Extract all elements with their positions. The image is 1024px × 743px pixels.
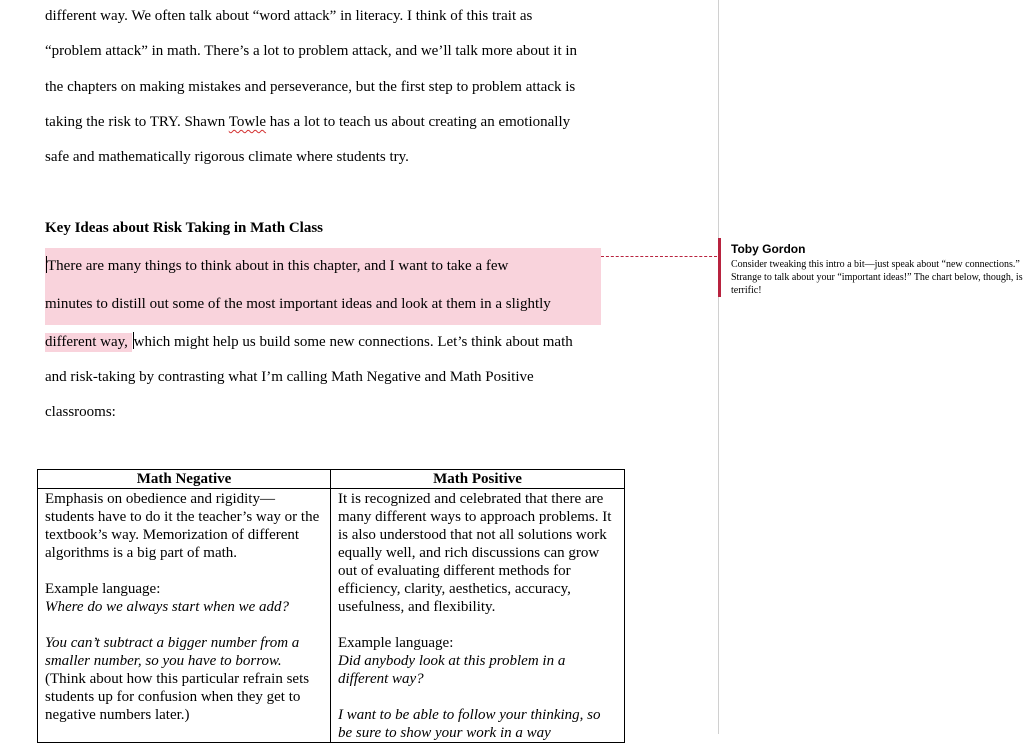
math-positive-cell xyxy=(331,489,625,743)
cell-text-italic: Where do we always start when we add? xyxy=(45,599,290,615)
table-header-math-positive: Math Positive xyxy=(331,470,625,489)
commented-text-highlight[interactable] xyxy=(45,248,601,286)
cell-text-italic: Did anybody look at this problem in a different way? xyxy=(338,653,566,687)
cell-text: Emphasis on obedience and rigidity—students have to do it the teacher’s way or the textbook’s way. Memorization of different algorithms is a big part of math. xyxy=(45,491,320,561)
cell-text: Example language: xyxy=(45,581,161,597)
paragraph-key-ideas xyxy=(45,248,601,430)
text-line: and risk-taking by contrasting what I’m calling Math Negative and Math Positive xyxy=(45,368,534,385)
section-heading: Key Ideas about Risk Taking in Math Class xyxy=(45,220,323,236)
cell-text: (Think about how this particular refrain sets students up for confusion when they get to negative numbers later.) xyxy=(45,671,310,723)
cell-text: Example language: xyxy=(338,635,454,651)
text-line: “problem attack” in math. There’s a lot to problem attack, and we’ll talk more about it in xyxy=(45,43,578,60)
commented-text-highlight[interactable]: minutes to distill out some of the most important ideas and look at them in a slightly xyxy=(45,286,601,324)
text-fragment: has a lot to teach us about creating an emotionally xyxy=(266,113,571,130)
highlighted-text: There are many things to think about in this chapter, and I want to take a few xyxy=(47,258,509,274)
paragraph-intro xyxy=(45,0,577,175)
cell-text: It is recognized and celebrated that there are many different ways to approach problems. It is also understood that not all solutions work equally well, and rich discussions can grow out of evaluating different methods for efficiency, clarity, aesthetics, accuracy, usefulness, and flexibility. xyxy=(338,491,612,615)
table-row xyxy=(38,489,625,743)
text-line xyxy=(45,286,601,324)
cell-text-italic: You can’t subtract a bigger number from a smaller number, so you have to borrow. xyxy=(45,635,300,669)
text-fragment: taking the risk to TRY. Shawn xyxy=(45,113,229,130)
commented-text-highlight[interactable]: different way, xyxy=(45,333,132,350)
text-line: different way. We often talk about “word attack” in literacy. I think of this trait as xyxy=(45,8,533,24)
spelling-error-word[interactable]: Towle xyxy=(228,113,267,130)
text-line: safe and mathematically rigorous climate where students try. xyxy=(45,149,409,166)
text-line xyxy=(45,248,601,286)
comment-text: Consider tweaking this intro a bit—just speak about “new connections.” Strange to talk about your “important ideas!” The chart below, though, is terrific! xyxy=(731,259,1023,296)
table-header-row xyxy=(38,470,625,489)
cell-text-italic: I want to be able to follow your thinking, so be sure to show your work in a way xyxy=(338,707,601,741)
text-line xyxy=(45,325,601,360)
text-line: classrooms: xyxy=(45,404,116,421)
comments-margin-pane xyxy=(718,0,1024,734)
comment-connector-line xyxy=(601,256,717,257)
comparison-table xyxy=(37,469,625,743)
text-line xyxy=(45,105,577,140)
table-header-math-negative: Math Negative xyxy=(38,470,331,489)
text-fragment: which might help us build some new connections. Let’s think about math xyxy=(133,333,573,350)
math-negative-cell xyxy=(38,489,331,743)
text-line: the chapters on making mistakes and perseverance, but the first step to problem attack is xyxy=(45,78,576,95)
comment-balloon[interactable] xyxy=(718,238,1024,297)
comment-author: Toby Gordon xyxy=(731,242,806,256)
